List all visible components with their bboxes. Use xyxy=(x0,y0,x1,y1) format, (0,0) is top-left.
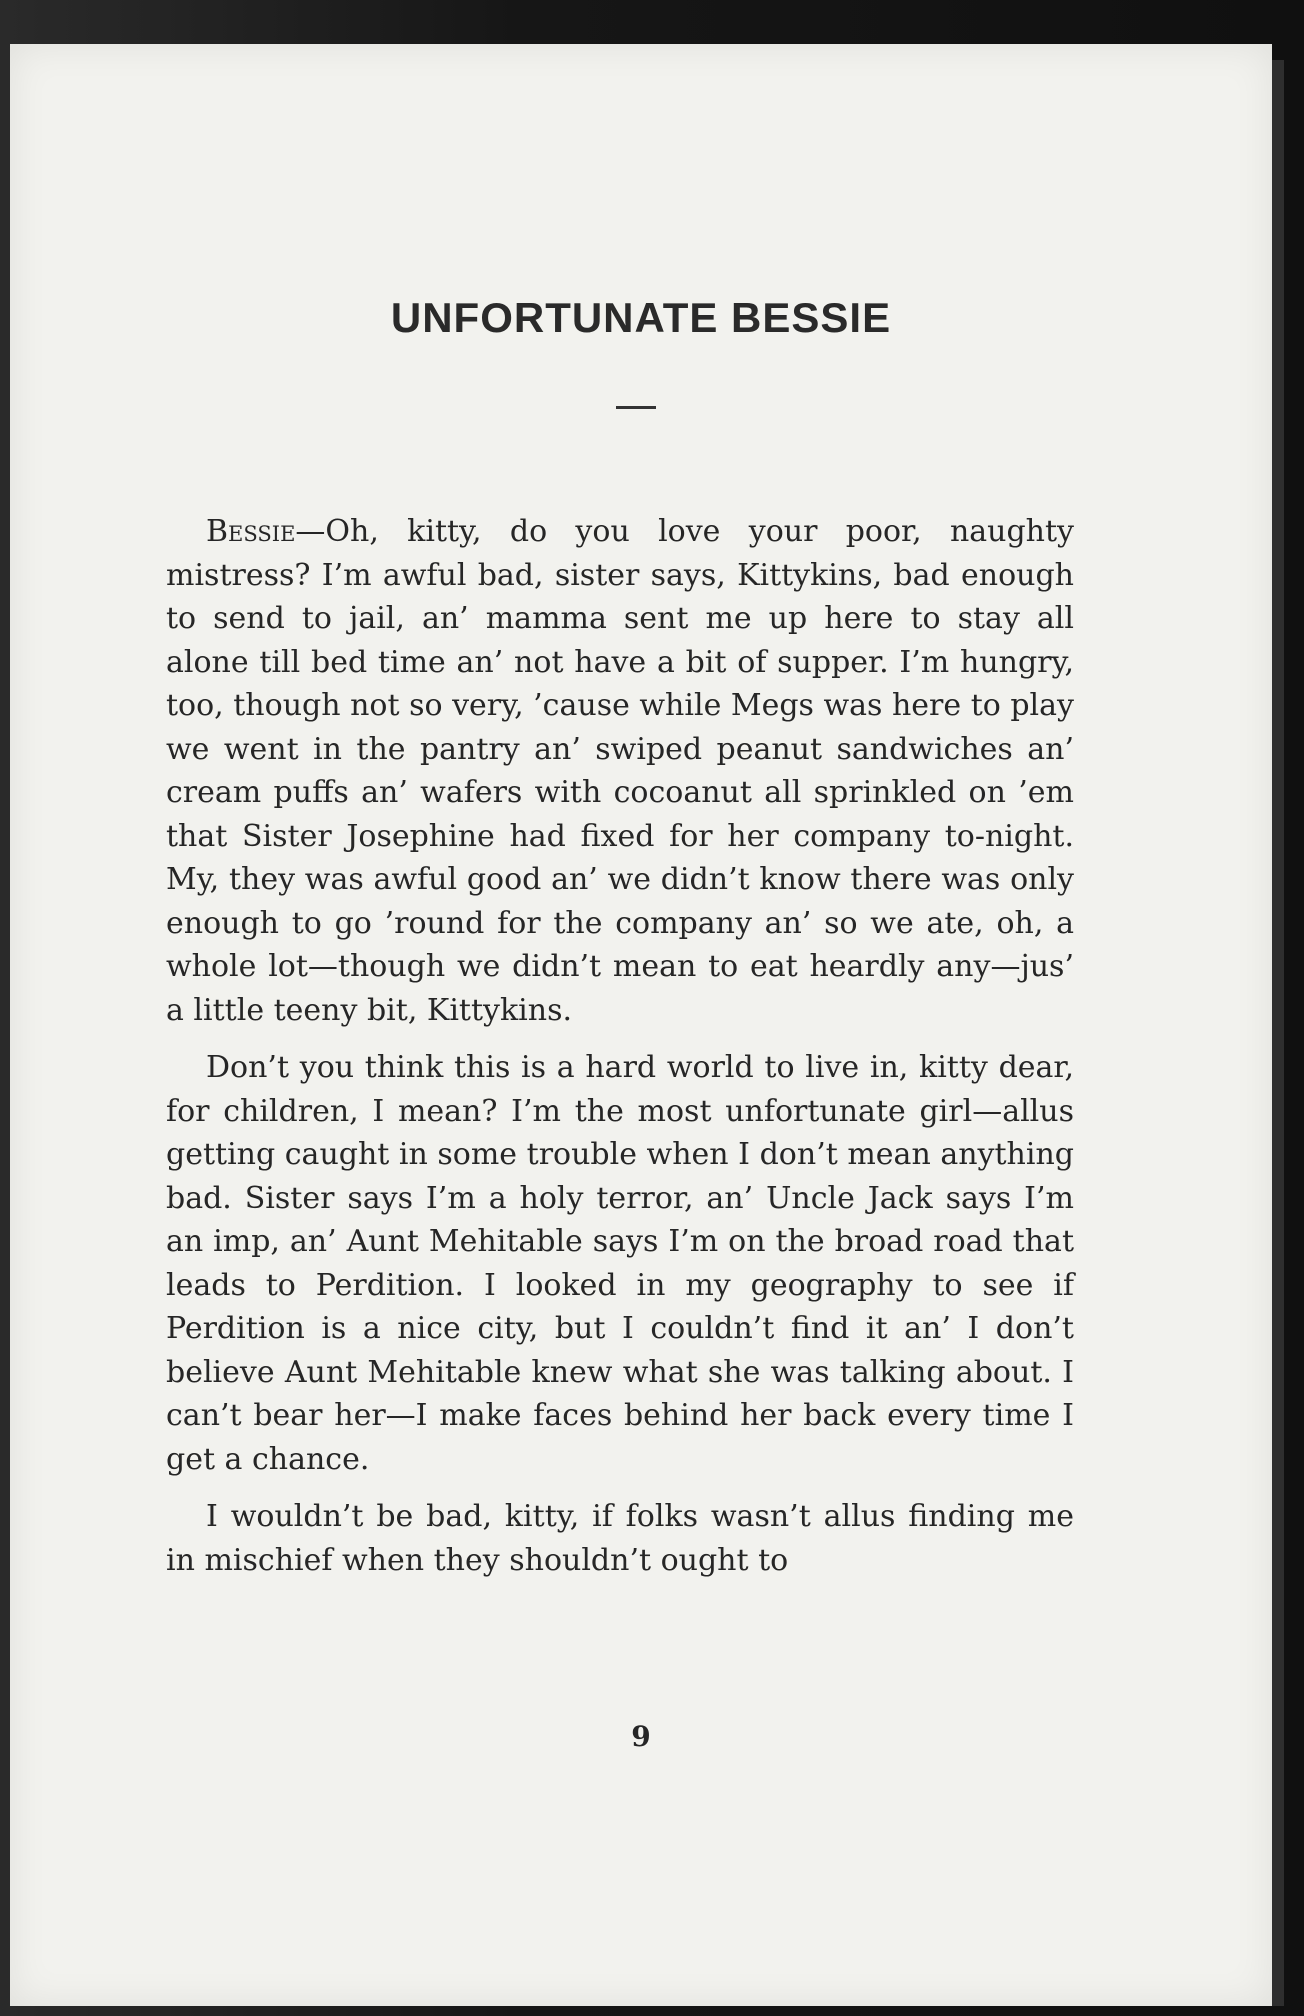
paragraph-1 xyxy=(166,510,1074,1032)
body-text xyxy=(166,510,1074,1582)
speaker-name: Bessie xyxy=(206,514,296,549)
page-number: 9 xyxy=(631,1720,651,1753)
title-rule xyxy=(616,406,656,409)
paragraph-1-text: —Oh, kitty, do you love your poor, naughty mistress? I’m awful bad, sister says, Kittykins, bad enough to send to jail, an’ mamma sent me up here to stay all alone till bed time an’ not have a bit of supper. I’m hungry, too, though not so very, ’cause while Megs was here to play we went in the pantry an’ swiped peanut sandwiches an’ cream puffs an’ wafers with cocoanut all sprinkled on ’em that Sister Josephine had fixed for her company to-night. My, they was awful good an’ we didn’t know there was only enough to go ’round for the company an’ so we ate, oh, a whole lot—though we didn’t mean to eat heardly any—jus’ a little teeny bit, Kittykins. xyxy=(166,514,1074,1028)
page-edge xyxy=(1272,60,1284,2006)
book-page xyxy=(10,44,1272,2006)
paragraph-2: Don’t you think this is a hard world to live in, kitty dear, for children, I mean? I’m the most unfortunate girl—allus getting caught in some trouble when I don’t mean anything bad. Sister says I’m a holy terror, an’ Uncle Jack says I’m an imp, an’ Aunt Mehitable says I’m on the broad road that leads to Perdition. I looked in my geography to see if Perdition is a nice city, but I couldn’t find it an’ I don’t believe Aunt Mehitable knew what she was talking about. I can’t bear her—I make faces behind her back every time I get a chance. xyxy=(166,1050,1074,1477)
paragraph-3: I wouldn’t be bad, kitty, if folks wasn’t allus finding me in mischief when they shouldn’t ought to xyxy=(166,1499,1074,1578)
chapter-title: UNFORTUNATE BESSIE xyxy=(390,294,892,341)
